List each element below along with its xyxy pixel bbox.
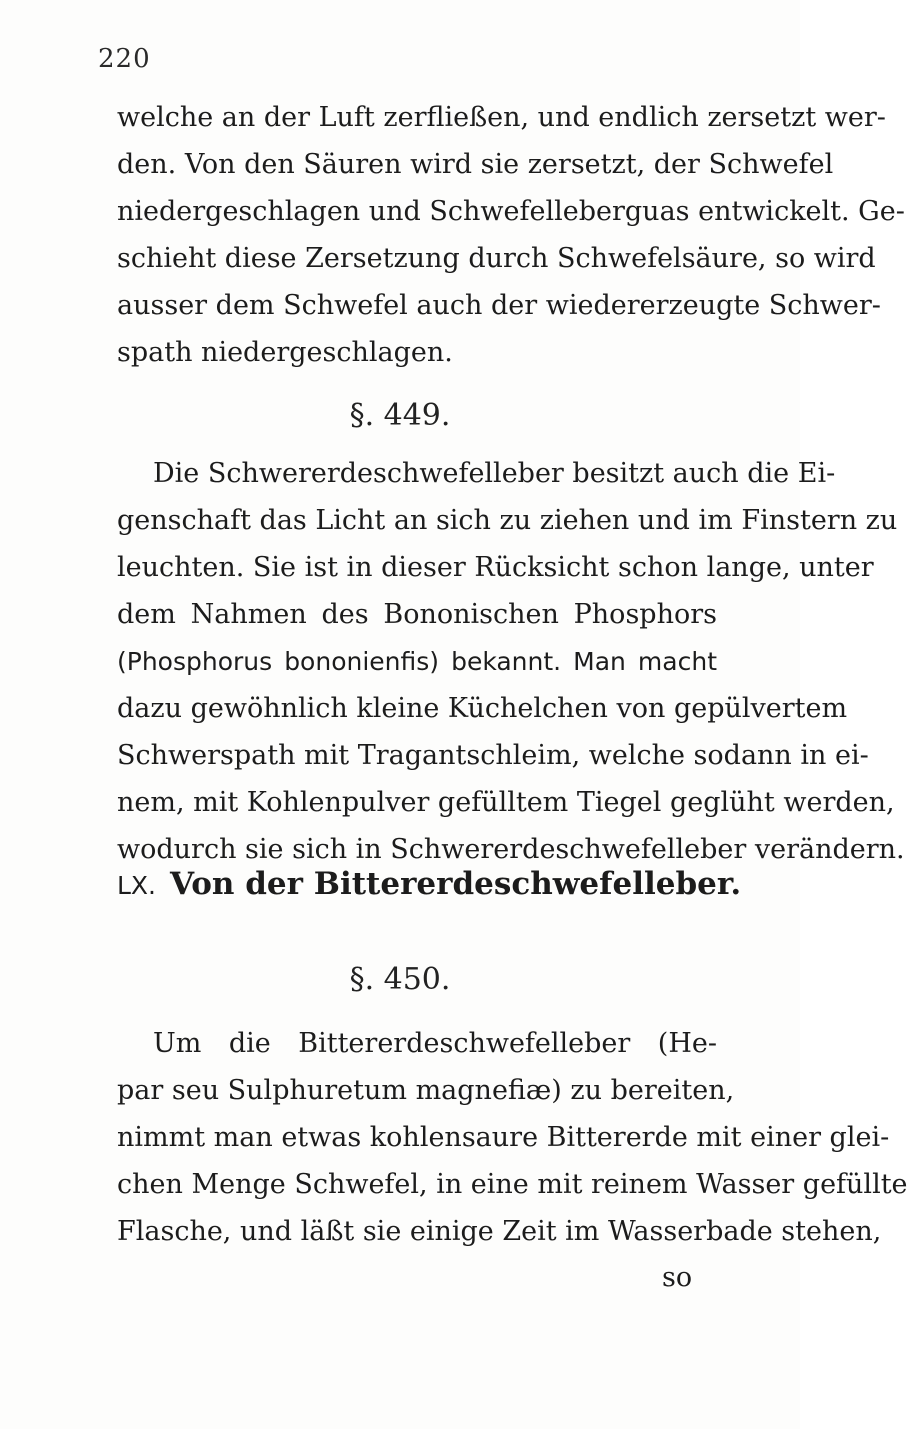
catchword: so	[662, 1262, 693, 1293]
text-line: Schwerspath mit Tragantschleim, welche sodann in ei-	[117, 740, 869, 771]
text-line: welche an der Luft zerfließen, und endlich zersetzt wer-	[117, 102, 886, 133]
text-line: dem Nahmen des Bononischen Phosphors	[117, 599, 717, 630]
text-line: Flasche, und läßt sie einige Zeit im Wasserbade stehen,	[117, 1216, 882, 1247]
text-line: nimmt man etwas kohlensaure Bittererde mit einer glei-	[117, 1122, 890, 1153]
text-line: leuchten. Sie ist in dieser Rücksicht schon lange, unter	[117, 552, 874, 583]
text-line: Um die Bittererdeschwefelleber (He-	[153, 1028, 717, 1059]
text-line: spath niedergeschlagen.	[117, 337, 453, 368]
chapter-heading	[117, 866, 742, 902]
paragraph-450	[117, 1020, 908, 1255]
text-line: wodurch sie sich in Schwererdeschwefelleber verändern.	[117, 834, 905, 865]
chapter-number: LX.	[117, 871, 157, 900]
paragraph-continuation	[117, 94, 905, 376]
page-number: 220	[98, 44, 151, 74]
text-line: Die Schwererdeschwefelleber besitzt auch die Ei-	[153, 458, 836, 489]
text-line: par seu Sulphuretum magnefiæ) zu bereiten,	[117, 1075, 735, 1106]
text-line: nem, mit Kohlenpulver gefülltem Tiegel geglüht werden,	[117, 787, 895, 818]
text-line: den. Von den Säuren wird sie zersetzt, der Schwefel	[117, 149, 834, 180]
paragraph-449	[117, 450, 905, 873]
text-line: dazu gewöhnlich kleine Küchelchen von gepülvertem	[117, 693, 848, 724]
text-line: ausser dem Schwefel auch der wiedererzeugte Schwer-	[117, 290, 881, 321]
text-line: genschaft das Licht an sich zu ziehen und im Finstern zu	[117, 505, 898, 536]
text-line: chen Menge Schwefel, in eine mit reinem Wasser gefüllte	[117, 1169, 908, 1200]
text-line: schieht diese Zersetzung durch Schwefelsäure, so wird	[117, 243, 876, 274]
section-number-449: §. 449.	[349, 398, 451, 433]
chapter-title: Von der Bittererdeschwefelleber.	[170, 866, 742, 902]
section-number-450: §. 450.	[349, 962, 451, 997]
text-line: (Phosphorus bononienfis) bekannt. Man macht	[117, 647, 717, 676]
text-line: niedergeschlagen und Schwefelleberguas entwickelt. Ge-	[117, 196, 905, 227]
